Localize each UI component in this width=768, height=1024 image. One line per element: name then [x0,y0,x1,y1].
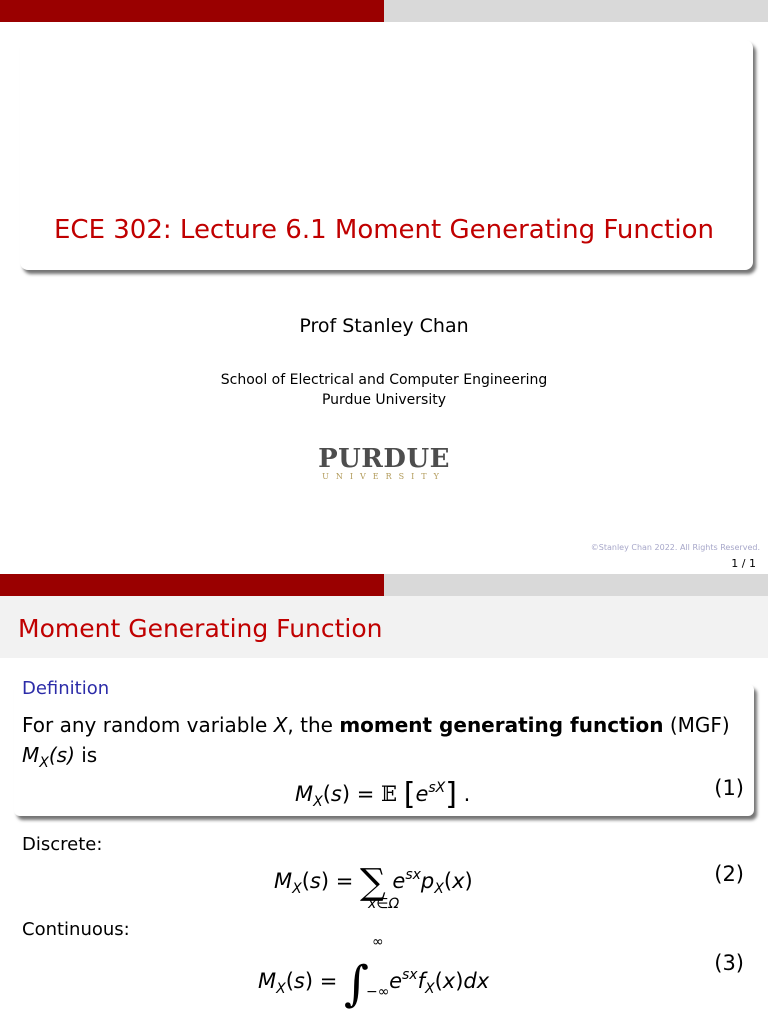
definition-line2-rest: (s) [48,743,75,767]
discrete-label: Discrete: [22,834,103,855]
definition-text: For any random variable X, the moment generating function (MGF) $M_X(s)$ is [22,713,730,771]
logo-sub-text: UNIVERSITY [322,472,446,481]
definition-bold: moment generating function [339,713,664,737]
continuous-label: Continuous: [22,919,130,940]
integral-upper-limit: ∞ [372,934,384,950]
institution-school: School of Electrical and Computer Engineering [220,372,548,388]
definition-label: Definition [22,678,110,699]
equation-1: $M_X(s)$ = 𝔼 $[e^{sX}]$ . [295,777,471,812]
equation-1-number: (1) [714,776,744,800]
sum-lower-limit: x∈Ω [368,896,400,912]
lecture-title: ECE 302: Lecture 6.1 Moment Generating Function [53,215,714,245]
institution-university: Purdue University [321,392,447,408]
top-bar [0,574,768,596]
top-bar-red [0,0,384,22]
top-bar-grey [384,0,768,22]
top-bar-grey [384,574,768,596]
equation-3-number: (3) [714,951,744,975]
copyright-notice: ©Stanley Chan 2022. All Rights Reserved. [590,543,760,552]
page-number: 1 / 1 [731,557,756,570]
definition-text-a: For any random variable [22,713,274,737]
equation-2-number: (2) [714,862,744,886]
logo-main-text: PURDUE [318,444,450,474]
institution [0,370,768,410]
author-name: Prof Stanley Chan [299,315,469,337]
content-slide [0,574,768,1024]
definition-text-c: (MGF) [663,713,730,737]
definition-text-b: , the [287,713,340,737]
integral-lower-limit: −∞ [366,984,390,1000]
definition-var: X [273,713,288,737]
slide-heading: Moment Generating Function [18,614,383,643]
definition-line2-m: M [22,743,40,767]
definition-line2-sub: X [39,755,49,771]
equation-2: $M_X(s)$ = ∑ $e^{sx}p_X(x)$ [274,862,473,903]
equation-3: $M_X(s)$ = ∫ $e^{sx}f_X(x)dx$ [258,956,490,1012]
top-bar-red [0,574,384,596]
purdue-logo [0,444,768,481]
top-bar [0,0,768,22]
